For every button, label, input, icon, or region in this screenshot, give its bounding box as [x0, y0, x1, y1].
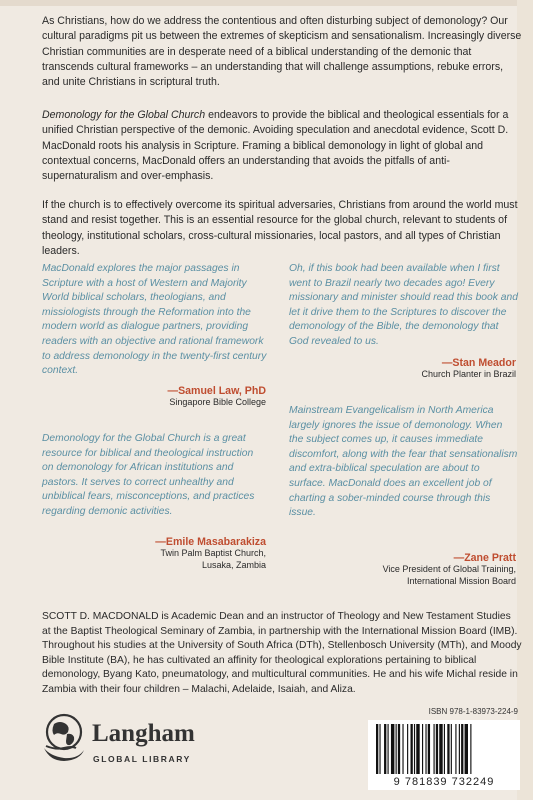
endorsement-pratt-name: —Zane Pratt: [453, 552, 516, 564]
endorsement-masabarakiza-affiliation-2: Lusaka, Zambia: [201, 559, 266, 570]
description-paragraph-3: If the church is to effectively overcome its spiritual adversaries, Christians from around the world must stand and resist together. This is an essential resource for the global church, relevant to students of theology, institutional scholars, cross-cultural missionaries, local pastors, and all types of Christian leaders.: [42, 199, 518, 257]
barcode-bars: [368, 720, 520, 776]
endorsement-masabarakiza-quote: Demonology for the Global Church is a great resource for biblical and theological instruction on demonology for African institutions and pastors. It serves to correct unhealthy and unbiblical fears, misconceptions, and practices regarding demonic activities.: [42, 433, 255, 517]
barcode-digits: 9 781839 732249: [393, 776, 495, 788]
description-paragraph-1: As Christians, how do we address the contentious and often disturbing subject of demonology? Our cultural paradigms pit us between the extremes of skepticism and sensationalism. Increasingly diverse Christian communities are in desperate need of a biblical understanding of the demonic that transcends cultural frameworks – an understanding that will challenge assumptions, rebuke errors, and unite Christians in scriptural truth.: [42, 15, 522, 89]
endorsement-law-attribution: [42, 385, 266, 409]
author-name: SCOTT D. MACDONALD: [42, 611, 159, 622]
publisher-logo: [40, 712, 240, 772]
endorsement-law-quote: MacDonald explores the major passages in Scripture with a host of Western and Majority World biblical scholars, theologians, and missiologists through the Reformation into the modern world as dialogue partners, providing readers with an objective and rational framework to address demonology in the twenty-first century context.: [42, 263, 267, 377]
publisher-imprint: GLOBAL LIBRARY: [93, 754, 191, 764]
endorsement-meador-quote: Oh, if this book had been available when I first went to Brazil nearly two decades ago! Every missionary and minister should read this book and let it drive them to the Scriptures to discover the demonology of the Bible, the demonology that God revealed to us.: [289, 263, 518, 347]
globe-hand-icon: [40, 712, 88, 764]
endorsement-pratt-quote: Mainstream Evangelicalism in North America largely ignores the issue of demonology. When the subject comes up, it causes immediate discomfort, along with the fear that sensationalism and extra-biblical speculation are about to surface. MacDonald does an excellent job of charting a sober-minded course through this issue.: [289, 405, 518, 519]
endorsement-masabarakiza-name: —Emile Masabarakiza: [155, 536, 266, 548]
endorsement-pratt-affiliation-2: International Mission Board: [406, 575, 516, 586]
isbn-label: ISBN 978-1-83973-224-9: [428, 707, 518, 716]
description-paragraph-2: Demonology for the Global Church endeavors to provide the biblical and theological essentials for a unified Christian perspective of the demonic. Avoiding speculation and anecdotal evidence, Scott D. MacDonald roots his analysis in Scripture. Framing a biblical demonology in light of global and contextual concerns, MacDonald offers an understanding that avoids the pitfalls of anti-supernaturalism and over-emphasis.: [42, 109, 509, 183]
endorsement-law-affiliation: Singapore Bible College: [169, 397, 266, 407]
endorsement-masabarakiza-attribution: [42, 536, 266, 571]
book-title: Demonology for the Global Church: [42, 109, 206, 121]
endorsement-meador-affiliation: Church Planter in Brazil: [421, 369, 516, 379]
endorsement-pratt-attribution: [289, 552, 516, 587]
isbn-barcode: [368, 720, 520, 790]
endorsement-pratt-affiliation-1: Vice President of Global Training,: [382, 564, 516, 574]
endorsement-masabarakiza-affiliation-1: Twin Palm Baptist Church,: [160, 548, 266, 558]
publisher-name: Langham: [92, 720, 195, 747]
endorsement-law-name: —Samuel Law, PhD: [167, 385, 266, 397]
endorsement-meador-name: —Stan Meador: [441, 357, 516, 369]
endorsement-meador-attribution: [289, 357, 516, 381]
author-bio: SCOTT D. MACDONALD is Academic Dean and an instructor of Theology and New Testament Studies at the Baptist Theological Seminary of Zambia, in partnership with the International Mission Board (IMB). Throughout his studies at the University of South Africa (DTh), Stellenbosch University (MTh), and Moody Bible Institute (BA), he has cultivated an affinity for theological explorations pertaining to biblical demonology, Byang Kato, pneumatology, and multicultural communities. He and his wife Michal reside in Zambia with their four children – Malachi, Adelaide, Isaiah, and Aliza.: [42, 611, 522, 695]
top-edge: [0, 0, 533, 6]
